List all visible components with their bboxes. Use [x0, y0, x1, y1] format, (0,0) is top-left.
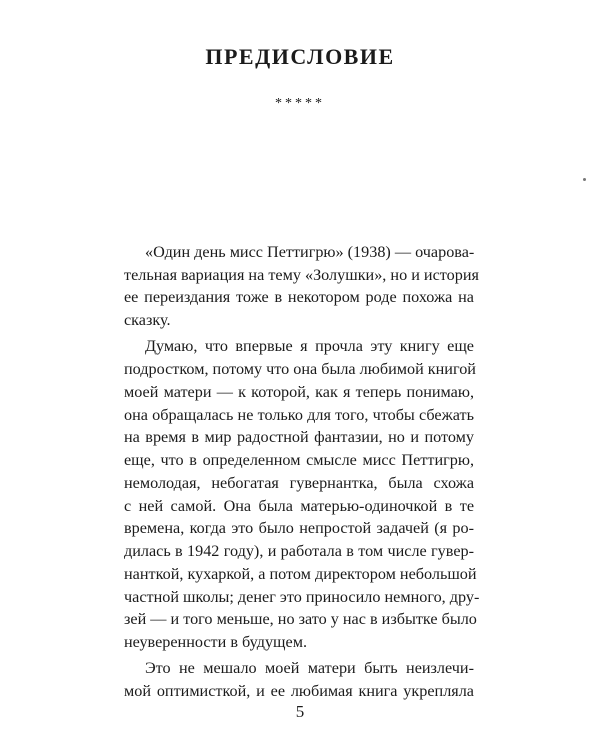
text-line: подростком, потому что она была любимой книгой: [124, 360, 476, 379]
text-line: «Один день мисс Петтигрю» (1938) — очарова-: [145, 243, 475, 261]
text-line: неуверенности в будущем.: [124, 633, 307, 652]
page-number: 5: [295, 702, 305, 721]
scan-speck: [583, 178, 586, 181]
text-line: мой оптимисткой, и ее любимая книга укрепляла: [124, 682, 474, 700]
text-line: моей матери — к которой, как я теперь понимаю,: [124, 382, 474, 401]
text-line: немолодая, небогатая гувернантка, была схожа: [124, 473, 474, 492]
text-line: тельная вариация на тему «Золушки», но и история: [124, 265, 479, 284]
text-line: времена, когда это было непростой задачей (я ро-: [124, 519, 474, 538]
text-line: Думаю, что впервые я прочла эту книгу еще: [145, 337, 474, 356]
text-line: еще, что в определенном смысле мисс Петтигрю,: [124, 451, 474, 470]
section-ornament: *****: [275, 96, 325, 111]
text-line: она обращалась не только для того, чтобы сбежать: [124, 405, 474, 424]
text-line: на время в мир радостной фантазии, но и потому: [124, 428, 474, 447]
text-line: Это не мешало моей матери быть неизлечи-: [145, 659, 474, 678]
chapter-title: ПРЕДИСЛОВИЕ: [205, 44, 395, 69]
text-line: сказку.: [124, 311, 171, 330]
text-line: дилась в 1942 году), и работала в том числе гувер-: [124, 542, 474, 561]
text-line: нанткой, кухаркой, а потом директором небольшой: [124, 564, 477, 583]
text-line: частной школы; денег это приносило немного, дру-: [124, 587, 480, 606]
text-line: ее переиздания тоже в некотором роде похожа на: [124, 288, 474, 307]
text-line: с ней самой. Она была матерью-одиночкой в те: [124, 496, 474, 515]
text-line: зей — и того меньше, но зато у нас в избытке было: [124, 610, 477, 629]
